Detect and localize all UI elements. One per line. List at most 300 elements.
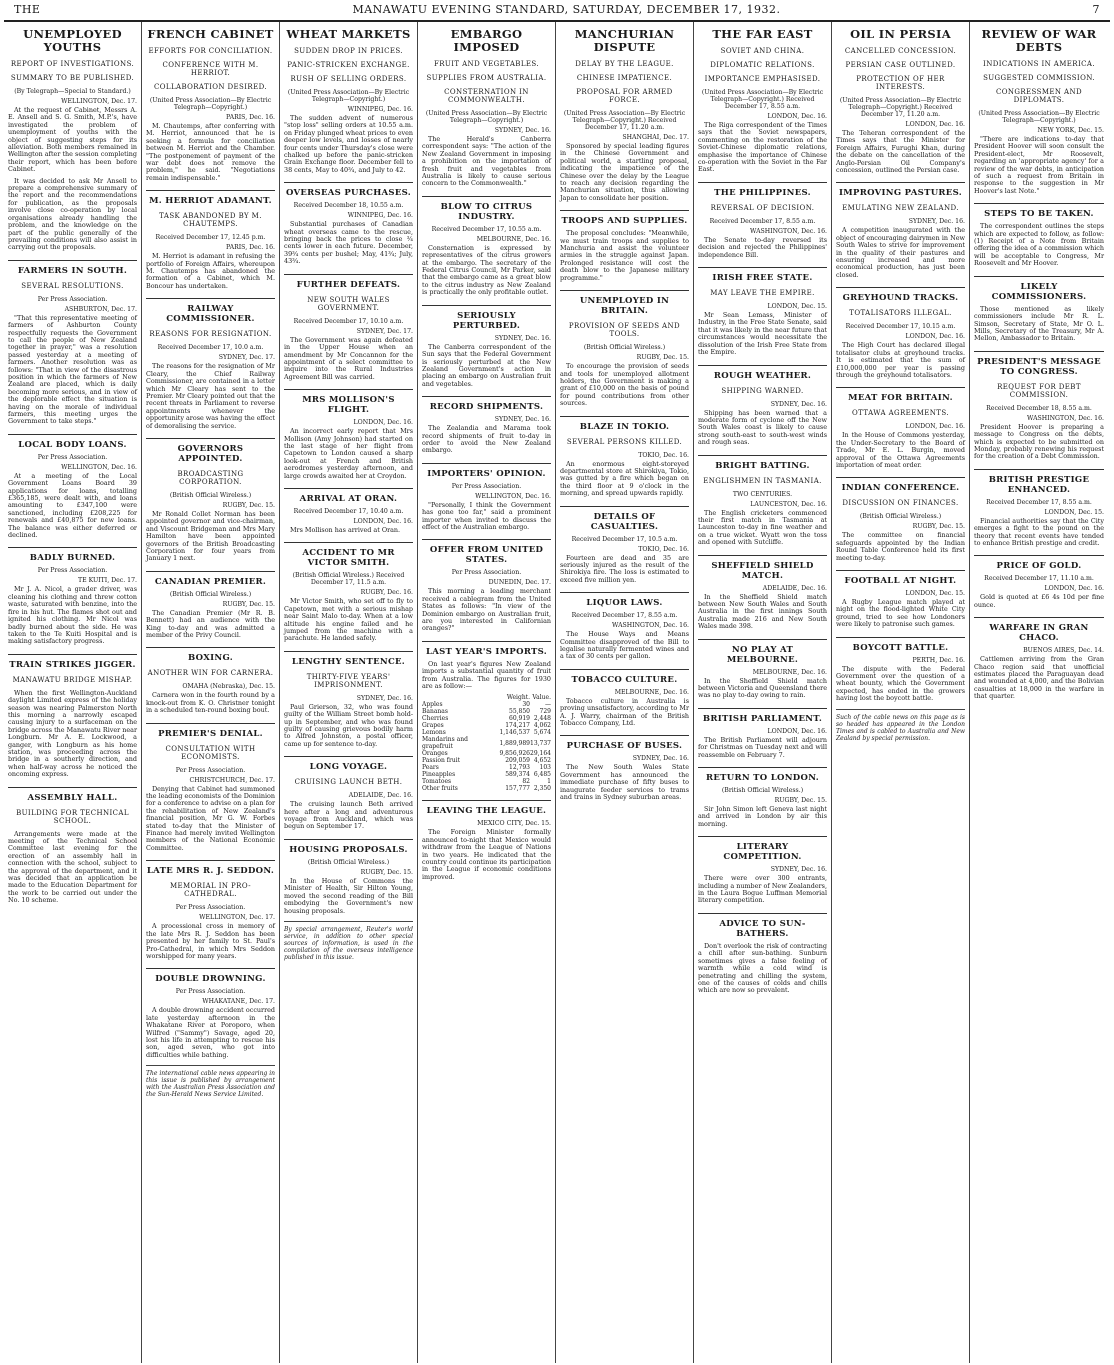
story-dateline: LONDON, Dec. 16. <box>1044 585 1104 593</box>
paragraph: Sir John Simon left Geneva last night and arrived in London by air this morning. <box>698 805 827 828</box>
story-body <box>8 690 137 779</box>
story <box>422 800 551 881</box>
story-headline: LAST YEAR'S IMPORTS. <box>422 641 551 657</box>
story <box>560 669 689 728</box>
story-byline: Per Press Association. <box>37 453 108 461</box>
paragraph: The Zealandia and Marama took record shipments of fruit to-day in order to avoid the New Zealand embargo. <box>422 424 551 455</box>
story-subhead: CRUISING LAUNCH BETH. <box>294 778 403 787</box>
column-dateline: SHANGHAI, Dec. 17. <box>622 134 689 141</box>
paragraph: Denying that Cabinet had summoned the leading economists of the Dominion for a conference to advise on a plan for the rehabilitation of New Zealand's financial position, Mr G. W. Forbes stated to-day that the Minister of Finance had merely invited Wellington members of the National Economic Committee. <box>146 784 275 852</box>
story-byline: Received December 17, 10.15 a.m. <box>845 323 956 331</box>
story-byline: (British Official Wireless.) <box>721 787 804 795</box>
story-byline: Received December 17, 12.45 p.m. <box>155 234 266 242</box>
column-subhead: REPORT OF INVESTIGATIONS. <box>10 60 135 68</box>
story-headline: BRITISH PARLIAMENT. <box>698 708 827 724</box>
story-subhead: TOTALISATORS ILLEGAL. <box>849 309 952 318</box>
story-subhead: EMULATING NEW ZEALAND. <box>842 204 959 213</box>
story-body <box>284 598 413 642</box>
story-body <box>146 610 275 640</box>
story-body <box>284 428 413 480</box>
paragraph: Tobacco culture in Australia is proving unsatisfactory, according to Mr A. J. Warry, chairman of the British Tobacco Company, Ltd. <box>560 696 689 728</box>
story-body <box>698 594 827 631</box>
column-byline: (United Press Association—By Electric Telegraph—Copyright.) Received December 17, 8.55 a.m. <box>701 89 824 110</box>
story-dateline: RUGBY, Dec. 15. <box>912 523 965 531</box>
story-headline: ARRIVAL AT ORAN. <box>284 488 413 504</box>
story-byline: (British Official Wireless.) <box>859 513 942 521</box>
story-byline: Per Press Association. <box>451 482 522 490</box>
paragraph: An incorrect early report that Mrs Mollison (Amy Johnson) had started on the last stage of her flight from Capetown to London caused a sharp look-out at French and British aerodromes yesterday afternoon, and large crowds awaited her at Croydon. <box>284 427 413 480</box>
story-byline: Received December 17, 8.55 a.m. <box>986 498 1092 506</box>
column-1 <box>4 22 142 1363</box>
story <box>698 767 827 828</box>
story-headline: ACCIDENT TO MR VICTOR SMITH. <box>284 542 413 568</box>
paragraph: At a meeting of the Local Government Loans Board 39 applications for loans, totalling £365,185, were dealt with, and loans amounting to £347,100 were sanctioned, including £208,225 for renewals and £40,875 for new loans. The balance was either deferred or declined. <box>8 471 137 540</box>
story <box>560 506 689 585</box>
story-dateline: WELLINGTON, Dec. 16. <box>61 463 137 471</box>
story-headline: IMPROVING PASTURES. <box>836 182 965 198</box>
story-headline: RAILWAY COMMISSIONER. <box>146 298 275 324</box>
imports-table-cell: 103 <box>539 764 551 772</box>
story-byline: Per Press Association. <box>37 295 108 303</box>
imports-table-row <box>422 771 551 778</box>
story-dateline: LONDON, Dec. 15. <box>1044 508 1104 516</box>
imports-table-cell: 2,448 <box>533 715 551 723</box>
story-byline: Received December 17, 10.10 a.m. <box>293 317 404 325</box>
story-body <box>836 532 965 562</box>
story-headline: LONG VOYAGE. <box>284 756 413 772</box>
imports-table-cell: Mandarins and grapefruit <box>422 736 468 751</box>
story <box>974 276 1104 343</box>
story-body <box>698 237 827 259</box>
paragraph: "Personally, I think the Government has gone too far," said a prominent importer when invited to discuss the effect of the Australian embargo. <box>422 500 551 531</box>
story-body <box>422 344 551 388</box>
story-body <box>284 337 413 381</box>
story-headline: ASSEMBLY HALL. <box>8 787 137 803</box>
imports-table-cell: 5,674 <box>533 729 551 737</box>
imports-table-cell: Other fruits <box>422 785 458 793</box>
paragraph: The New South Wales State Government has announced the immediate purchase of fifty buses to inaugurate feeder services to trams and trains in Sydney suburban areas. <box>560 763 689 802</box>
story-body <box>422 661 551 691</box>
column-subhead: DELAY BY THE LEAGUE. <box>575 60 674 68</box>
imports-table-cell: Lemons <box>422 729 446 737</box>
paragraph: In the Sheffield Shield match between Victoria and Queensland there was no play to-day owing to rain. <box>698 676 827 700</box>
story <box>284 182 413 265</box>
paragraph: It was decided to ask Mr Ansell to prepare a comprehensive summary of the report and the recommendations for publication, as the proposals involve close co-operation by local organisations already handling the problem, and the knowledge on the part of the public generally of the prevailing conditions will also assist in carrying out the proposals. <box>8 176 137 252</box>
column-subhead: EFFORTS FOR CONCILIATION. <box>148 47 273 55</box>
column-subhead: SUDDEN DROP IN PRICES. <box>294 47 403 55</box>
paragraph: This morning a leading merchant received a cablegram from the United States as follows: "In view of the Dominion embargo on Australian fruit, are you interested in Californian oranges?" <box>422 587 551 633</box>
story-headline: TOBACCO CULTURE. <box>560 669 689 685</box>
story <box>284 542 413 642</box>
story-body <box>698 943 827 995</box>
story-byline: Per Press Association. <box>451 569 522 577</box>
imports-table-cell: 2,350 <box>533 785 551 793</box>
story <box>560 592 689 661</box>
story <box>146 298 275 430</box>
story-headline: LEAVING THE LEAGUE. <box>422 800 551 816</box>
story-byline: (British Official Wireless.) Received December 17, 11.5 a.m. <box>292 572 405 587</box>
story-byline: Received December 17, 11.10 a.m. <box>984 575 1094 583</box>
story <box>836 287 965 379</box>
imports-table-cell: — <box>545 701 551 709</box>
column-body <box>146 123 275 182</box>
column-subhead: SUPPLIES FROM AUSTRALIA. <box>426 74 547 82</box>
paragraph: The Canberra correspondent of the Sun says that the Federal Government is seriously perturbed at the New Zealand Government's action in placing an embargo on Australian fruit and vegetables. <box>422 342 551 388</box>
story-headline: INDIAN CONFERENCE. <box>836 477 965 493</box>
story-body <box>8 586 137 645</box>
story-headline: WARFARE IN GRAN CHACO. <box>974 617 1104 643</box>
story-dateline: RUGBY, Dec. 16. <box>360 589 413 597</box>
column-subhead: CONGRESSMEN AND DIPLOMATS. <box>995 88 1083 104</box>
paragraph: Carnera won in the fourth round by a knock-out from K. O. Christner tonight in a scheduled ten-round boxing bout. <box>146 691 275 715</box>
story <box>422 305 551 388</box>
story-body <box>698 737 827 759</box>
column-dateline: WELLINGTON, Dec. 17. <box>61 98 137 105</box>
story-body <box>146 923 275 960</box>
story <box>560 210 689 282</box>
story-byline: Per Press Association. <box>37 567 108 575</box>
story-byline: Received December 18, 10.55 a.m. <box>293 202 404 210</box>
imports-table-row <box>422 715 551 722</box>
imports-table-cell: 729 <box>539 708 551 716</box>
story-body <box>836 599 965 629</box>
story-headline: LIQUOR LAWS. <box>560 592 689 608</box>
story <box>560 416 689 498</box>
column-subhead: SOVIET AND CHINA. <box>720 47 805 55</box>
paragraph: Mrs Mollison has arrived at Oran. <box>290 525 401 534</box>
paragraph: In the Sheffield Shield match between New South Wales and South Australia in the first innings South Australia made 216 and New South Wales made 398. <box>698 592 827 631</box>
story <box>8 434 137 540</box>
column-2 <box>142 22 280 1363</box>
story-headline: STEPS TO BE TAKEN. <box>974 203 1104 219</box>
story <box>8 787 137 905</box>
story <box>698 555 827 631</box>
story <box>974 351 1104 461</box>
paragraph: A competition inaugurated with the object of encouraging dairymen in New South Wales to strive for improvement in the quality of their pastures and ensuring increased and more economical production, has just been closed. <box>836 226 965 279</box>
story-body <box>284 801 413 831</box>
story-byline: Per Press Association. <box>175 904 246 912</box>
story-dateline: WELLINGTON, Dec. 17. <box>199 914 275 922</box>
column-byline: (United Press Association—By Electric Telegraph—Copyright.) <box>149 97 272 111</box>
paragraph: Those mentioned as likely commissioners include Mr R. L. Simson, Secretary of State, Mr O. L. Mills, Secretary of the Treasury, Mr A. Mellon, Ambassador to Britain. <box>974 304 1104 343</box>
story <box>422 196 551 297</box>
story-dateline: SYDNEY, Dec. 16. <box>494 334 551 342</box>
paragraph: The Riga correspondent of the Times says that the Soviet newspapers, commenting on the restoration of the Soviet-Chinese diplomatic relations, emphasise the importance of Chinese co-operation with the Soviet in the Far East. <box>698 121 827 174</box>
story-dateline: LAUNCESTON, Dec. 16. <box>750 500 827 508</box>
story-headline: FURTHER DEFEATS. <box>284 274 413 290</box>
paragraph: The reasons for the resignation of Mr Cleary, the Chief Railway Commissioner, are contained in a letter which Mr Cleary has sent to the Premier. Mr Cleary pointed out that the recent threats in Parliament to reverse appointments whenever the opportunity arose was having the effect of demoralising the service. <box>146 362 275 430</box>
story <box>284 756 413 831</box>
story-dateline: SYDNEY, Dec. 16. <box>632 755 689 763</box>
story <box>422 463 551 532</box>
column-3 <box>280 22 418 1363</box>
imports-table-header-cell: Weight. <box>506 694 530 702</box>
imports-table-cell: 55,850 <box>509 708 530 716</box>
story <box>698 708 827 759</box>
story <box>422 641 551 691</box>
story <box>836 182 965 279</box>
story-body <box>146 1007 275 1059</box>
story-dateline: WASHINGTON, Dec. 16. <box>612 622 689 630</box>
column-headline: WHEAT MARKETS <box>286 27 411 41</box>
paragraph: The Canadian Premier (Mr R. B. Bennett) had an audience with the King to-day and was admitted a member of the Privy Council. <box>146 608 275 639</box>
story-byline: Received December 17, 10.0 a.m. <box>157 344 264 352</box>
story-headline: MRS MOLLISON'S FLIGHT. <box>284 389 413 415</box>
column-note: The international cable news appearing in this issue is published by arrangement with the Australian Press Association and the Sun-Herald News Service Limited. <box>146 1065 275 1098</box>
imports-table-header-cell: Value. <box>532 694 551 702</box>
story-dateline: TE KUITI, Dec. 17. <box>77 577 137 585</box>
story <box>8 547 137 645</box>
newspaper-page <box>4 20 1110 1363</box>
story-byline: Received December 17, 10.40 a.m. <box>293 507 404 515</box>
story-byline: (British Official Wireless.) <box>169 491 252 499</box>
story-subhead: REVERSAL OF DECISION. <box>710 203 815 212</box>
story-headline: LIKELY COMMISSIONERS. <box>974 276 1104 302</box>
story-headline: GREYHOUND TRACKS. <box>836 287 965 303</box>
imports-table-row <box>422 722 551 729</box>
story-headline: TROOPS AND SUPPLIES. <box>560 210 689 226</box>
imports-table-cell: 29,164 <box>530 750 551 758</box>
story-subhead: NEW SOUTH WALES GOVERNMENT. <box>307 295 390 312</box>
imports-table-cell: Bananas <box>422 708 448 716</box>
story-body <box>836 227 965 279</box>
story-dateline: SYDNEY, Dec. 16. <box>770 866 827 874</box>
story-headline: DOUBLE DROWNING. <box>146 968 275 984</box>
story <box>698 365 827 447</box>
story-body <box>8 473 137 540</box>
column-byline: (United Press Association—By Electric Telegraph—Copyright.) <box>978 110 1100 124</box>
column-subhead: PROTECTION OF HER INTERESTS. <box>856 75 945 91</box>
story-dateline: TOKIO, Dec. 16. <box>638 451 689 459</box>
imports-table-cell: 174,217 <box>505 722 530 730</box>
column-body <box>8 107 137 252</box>
story-headline: NO PLAY AT MELBOURNE. <box>698 639 827 665</box>
story-headline: RECORD SHIPMENTS. <box>422 396 551 412</box>
story-subhead: SHIPPING WARNED. <box>721 386 804 395</box>
column-dateline: WINNIPEG, Dec. 16. <box>347 106 413 113</box>
story-body <box>698 312 827 356</box>
imports-table-cell: 60,919 <box>509 715 530 723</box>
story-subhead: SEVERAL PERSONS KILLED. <box>566 437 683 446</box>
column-subhead: CANCELLED CONCESSION. <box>844 47 957 55</box>
imports-table-cell: 1,889,989 <box>499 739 530 747</box>
story-dateline: WASHINGTON, Dec. 16. <box>750 227 827 235</box>
story-byline: Received December 17, 8.55 a.m. <box>709 217 816 225</box>
imports-table-cell: Pears <box>422 764 439 772</box>
story-headline: GOVERNORS APPOINTED. <box>146 438 275 464</box>
story-dateline: MELBOURNE, Dec. 16. <box>614 688 689 696</box>
story-headline: LATE MRS R. J. SEDDON. <box>146 860 275 876</box>
column-body <box>974 136 1104 195</box>
paragraph: An enormous eight-storeyed departmental store at Shirokiya, Tokio, was gutted by a fire which began on the third floor at 9 o'clock in the morning, and spread upwards rapidly. <box>560 459 689 498</box>
story-dateline: MEXICO CITY, Dec. 15. <box>477 820 551 828</box>
imports-table-header-cell <box>422 694 499 701</box>
imports-table-cell: 9,856,926 <box>499 750 530 758</box>
imports-table-cell: 1 <box>547 778 551 786</box>
paragraph: "That this representative meeting of farmers of Ashburton County respectfully requests the Government to call the people of New Zealand together in prayer," was a resolution passed yesterday at a meeting of farmers. Another resolution was as follows: "That in view of the disastrous position in which the farmers of New Zealand are placed, which is daily becoming more serious, and in view of the deplorable effect the situation is having on the morale of individual farmers, this meeting urges the Government to take steps." <box>8 313 137 426</box>
imports-table-cell: Passion fruit <box>422 757 461 765</box>
story-dateline: RUGBY, Dec. 15. <box>774 797 827 805</box>
story-dateline: OMAHA (Nebraska), Dec. 15. <box>182 683 275 691</box>
paragraph: The British Parliament will adjourn for Christmas on Tuesday next and will reassemble on February 7. <box>698 735 827 759</box>
column-6 <box>694 22 832 1363</box>
story-headline: PRICE OF GOLD. <box>974 555 1104 571</box>
column-body <box>560 143 689 202</box>
story-dateline: BUENOS AIRES, Dec. 14. <box>1023 647 1104 655</box>
story-body <box>560 631 689 661</box>
story-dateline: TOKIO, Dec. 16. <box>638 545 689 553</box>
story-body <box>698 410 827 447</box>
story-byline: Received December 17, 10.55 a.m. <box>431 225 542 233</box>
story-body <box>560 764 689 801</box>
story <box>146 860 275 960</box>
story-headline: FARMERS IN SOUTH. <box>8 260 137 276</box>
story-headline: SERIOUSLY PERTURBED. <box>422 305 551 331</box>
story-headline: LENGTHY SENTENCE. <box>284 651 413 667</box>
story <box>698 913 827 995</box>
imports-table-cell: Oranges <box>422 750 448 758</box>
column-7 <box>832 22 970 1363</box>
column-note: By special arrangement, Reuter's world service, in addition to other special sources of information, is used in the compilation of the overseas intelligence published in this issue. <box>284 921 413 961</box>
story-body <box>560 461 689 498</box>
paragraph: A double drowning accident occurred late yesterday afternoon in the Whakatane River at Poroporo, when Wilfred ("Sammy") Savage, aged 20, lost his life in attempting to rescue his son, aged seven, who got into difficulties while bathing. <box>146 1006 275 1059</box>
paragraph: "There are indications to-day that President Hoover will soon consult the President-elect, Mr Roosevelt, regarding an 'appropriate agency' for a review of the war debts, in anticipation of such a request from Britain in response to the suggestion in Mr Hoover's last Note." <box>974 135 1104 195</box>
column-subhead: FRUIT AND VEGETABLES. <box>434 60 539 68</box>
story-body <box>974 656 1104 700</box>
story-body <box>974 424 1104 461</box>
story-body <box>560 363 689 407</box>
story-dateline: LONDON, Dec. 16. <box>905 333 965 341</box>
story-dateline: CHRISTCHURCH, Dec. 17. <box>189 776 275 784</box>
column-dateline: SYDNEY, Dec. 16. <box>494 127 551 134</box>
masthead-left: THE <box>14 2 41 16</box>
paragraph: The Herald's Canberra correspondent says: "The action of the New Zealand Government in imposing a prohibition on the importation of fresh fruit and vegetables from Australia is likely to cause serious concern to the Commonwealth." <box>422 135 551 188</box>
story-dateline: SYDNEY, Dec. 16. <box>770 400 827 408</box>
paragraph: When the first Wellington-Auckland daylight Limited express of the holiday season was nearing Palmerston North this morning a narrowly escaped causing injury to a surfaceman on the bridge across the Manawatu River near Longburn. Mr A. E. Lockwood, a ganger, with Longburn as his home station, was proceeding across the bridge in a southerly direction, and when half-way across he noticed the oncoming express. <box>8 688 137 779</box>
story-byline: (British Official Wireless.) <box>307 858 390 866</box>
column-subhead: PERSIAN CASE OUTLINED. <box>845 61 956 69</box>
story-body <box>974 223 1104 267</box>
imports-table-row <box>422 750 551 757</box>
story <box>836 637 965 703</box>
story-body <box>284 221 413 265</box>
story <box>422 396 551 455</box>
imports-table-cell: 4,652 <box>533 757 551 765</box>
column-subhead: COLLABORATION DESIRED. <box>154 83 267 91</box>
story-dateline: RUGBY, Dec. 15. <box>222 600 275 608</box>
paragraph: Mr Sean Lemass, Minister of Industry, in the Free State Senate, said that it was likely in the near future that circumstances would necessitate the dissolution of the Irish Free State from the Empire. <box>698 311 827 357</box>
story-headline: RETURN TO LONDON. <box>698 767 827 783</box>
story <box>974 469 1104 548</box>
column-dateline: LONDON, Dec. 16. <box>905 121 965 128</box>
story-body <box>422 502 551 532</box>
story-byline: Received December 17, 10.5 a.m. <box>571 535 678 543</box>
story-body <box>836 342 965 379</box>
masthead <box>0 0 1114 18</box>
story-body <box>560 698 689 728</box>
column-byline: (United Press Association—By Electric Telegraph—Copyright.) <box>425 110 548 124</box>
story-subhead: ANOTHER WIN FOR CARNERA. <box>147 669 274 678</box>
paragraph: Substantial purchases of Canadian wheat overseas came to the rescue, bringing back the prices to close ¾ cents lower in each future. December, 39¾ cents per bushel; May, 41¾; July, 43¾. <box>284 220 413 266</box>
imports-table-row <box>422 778 551 785</box>
story-subhead: THIRTY-FIVE YEARS' IMPRISONMENT. <box>306 672 391 689</box>
imports-table-cell: 30 <box>522 701 530 709</box>
story-subhead: CONSULTATION WITH ECONOMISTS. <box>165 744 256 761</box>
paragraph: The correspondent outlines the steps which are expected to follow, as follow: (1) Receipt of a Note from Britain offering the idea of a commission which will be acceptable to Congress, Mr Roosevelt and Mr Hoover. <box>974 222 1104 268</box>
column-byline: (United Press Association—By Electric Telegraph—Copyright.) Received December 17, 11.20 a.m. <box>839 97 962 118</box>
story-body <box>698 806 827 828</box>
column-subhead: INDICATIONS IN AMERICA. <box>983 60 1095 68</box>
imports-table-row <box>422 757 551 764</box>
column-headline: OIL IN PERSIA <box>850 27 951 41</box>
story-body <box>422 425 551 455</box>
story <box>146 571 275 640</box>
story <box>284 488 413 534</box>
story <box>422 539 551 632</box>
story-subhead: PROVISION OF SEEDS AND TOOLS. <box>568 322 681 339</box>
paragraph: The Teheran correspondent of the Times says that the Minister for Foreign Affairs, Furughi Khan, during the debate on the cancellation of the Anglo-Persian Oil Company's concession, outlined the Persian case. <box>836 129 965 175</box>
story-headline: PRESIDENT'S MESSAGE TO CONGRESS. <box>974 351 1104 377</box>
story-dateline: PARIS, Dec. 16. <box>226 244 275 252</box>
story-body <box>836 666 965 703</box>
paragraph: The committee on financial safeguards appointed by the Indian Round Table Conference held its first meeting to-day. <box>836 531 965 562</box>
story-body <box>8 831 137 905</box>
paragraph: The House Ways and Means Committee disapproved of the Bill to legalise naturally fermented wines and a tax of 30 cents per gallon. <box>560 630 689 661</box>
paragraph: M. Herriot is adamant in refusing the portfolio of Foreign Affairs, whereupon M. Chautemps has abandoned the formation of a Cabinet, which M. Boncour has undertaken. <box>146 252 275 290</box>
story-dateline: WINNIPEG, Dec. 16. <box>347 212 413 220</box>
story-body <box>146 363 275 430</box>
story-dateline: WELLINGTON, Dec. 16. <box>475 492 551 500</box>
story-headline: M. HERRIOT ADAMANT. <box>146 190 275 206</box>
story <box>284 274 413 381</box>
imports-table-row <box>422 764 551 771</box>
story-body <box>146 253 275 290</box>
imports-table-cell: Pineapples <box>422 771 456 779</box>
story-byline: (British Official Wireless.) <box>169 590 252 598</box>
story-dateline: WASHINGTON, Dec. 16. <box>1027 414 1104 422</box>
story <box>698 267 827 356</box>
story <box>836 570 965 629</box>
story-headline: BRIGHT BATTING. <box>698 455 827 471</box>
imports-table-cell: Cherries <box>422 715 449 723</box>
story-body <box>284 704 413 748</box>
imports-table-cell: 1,146,537 <box>499 729 530 737</box>
paragraph: The English cricketers commenced their first match in Tasmania at Launceston to-day in fine weather and on a true wicket. Wyatt won the toss and opened with Sutcliffe. <box>698 508 827 547</box>
story-headline: HOUSING PROPOSALS. <box>284 839 413 855</box>
story-headline: MEAT FOR BRITAIN. <box>836 387 965 403</box>
paragraph: The Government was again defeated in the Upper House when an amendment by Mr Concannon for the appointment of a select committee to inquire into the Rural Industries Agreement Bill was carried. <box>284 335 413 381</box>
story-body <box>560 230 689 282</box>
story-body <box>422 245 551 297</box>
column-body <box>698 122 827 174</box>
story-dateline: WHAKATANE, Dec. 17. <box>202 998 275 1006</box>
imports-table-cell: Grapes <box>422 722 444 730</box>
paragraph: President Hoover is preparing a message to Congress on the debts, which is expected to be submitted on Monday, probably renewing his request for the creation of a Debt Commission. <box>974 422 1104 461</box>
column-body <box>836 130 965 174</box>
paragraph: The Senate to-day reversed its decision and rejected the Philippines' independence Bill. <box>698 235 827 259</box>
story-body <box>698 875 827 905</box>
story-body <box>422 829 551 881</box>
story-body <box>836 432 965 469</box>
story-headline: THE PHILIPPINES. <box>698 182 827 198</box>
column-headline: REVIEW OF WAR DEBTS <box>981 27 1097 54</box>
story <box>8 260 137 426</box>
story-headline: CANADIAN PREMIER. <box>146 571 275 587</box>
story-body <box>974 518 1104 548</box>
story <box>284 389 413 480</box>
story-dateline: ADELAIDE, Dec. 16. <box>348 792 413 800</box>
imports-table-cell: Tomatoes <box>422 778 452 786</box>
